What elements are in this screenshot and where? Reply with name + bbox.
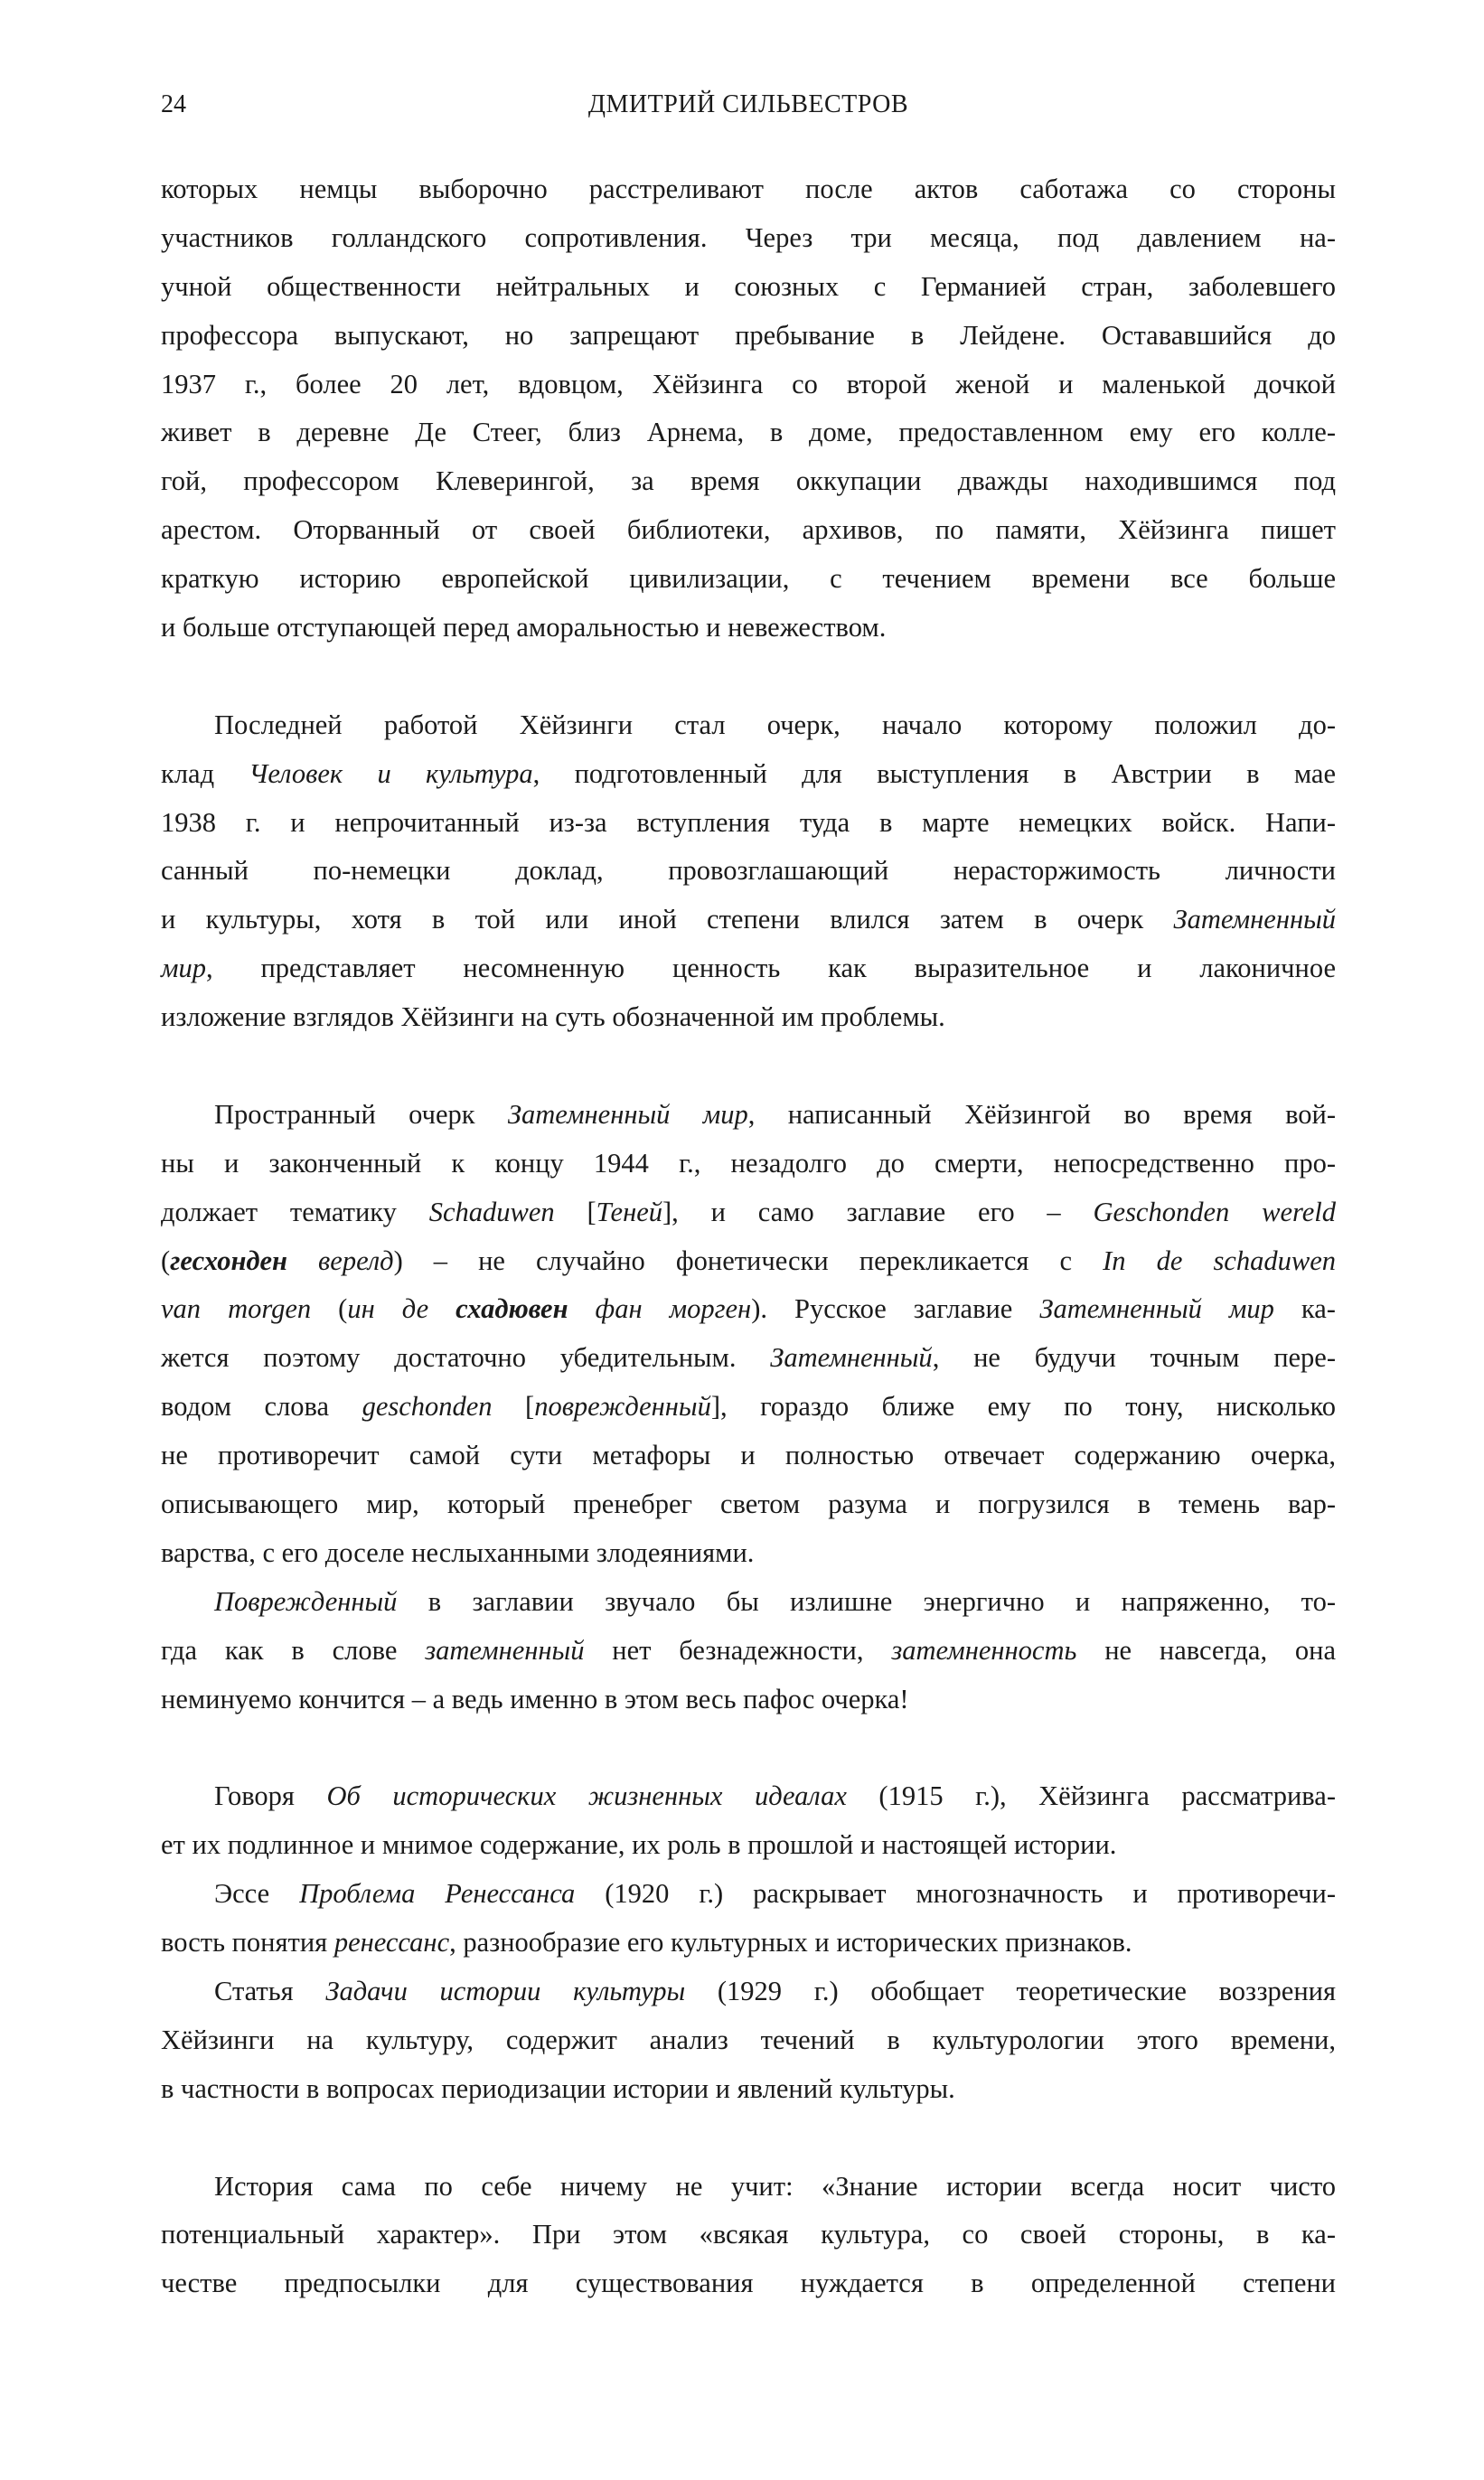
text-run: должает тематику xyxy=(161,1196,429,1227)
text-run: санный по-немецки доклад, провозглашающий нерасторжимость личности xyxy=(161,855,1336,887)
text-run: (1920 г.) раскрывает многозначность и противоречи- xyxy=(575,1878,1336,1910)
text-line xyxy=(161,1529,1336,1578)
italic-text: van morgen xyxy=(161,1293,312,1325)
text-line xyxy=(161,993,1336,1042)
italic-text: Человек и культура xyxy=(249,757,533,789)
text-run: , представляет несомненную ценность как выразительное и лаконичное xyxy=(205,953,1336,984)
text-line xyxy=(161,1334,1336,1383)
text-run: 1938 г. и непрочитанный из-за вступления туда в марте немецких войск. Напи- xyxy=(161,806,1336,838)
text-line xyxy=(161,312,1336,361)
paragraph xyxy=(161,1091,1336,1578)
text-run: потенциальный характер». При этом «всякая культура, со своей стороны, в ка- xyxy=(161,2219,1336,2250)
text-run: и больше отступающей перед аморальностью и невежеством. xyxy=(161,612,887,643)
text-run: (1929 г.) обобщает теоретические воззрения xyxy=(685,1975,1336,2006)
text-run: участников голландского сопротивления. Через три месяца, под давлением на- xyxy=(161,221,1336,253)
paragraph xyxy=(161,2163,1336,2309)
text-run: ( xyxy=(161,1245,171,1276)
text-run: Статья xyxy=(214,1975,326,2006)
page-number: 24 xyxy=(161,90,186,118)
text-line xyxy=(161,1432,1336,1480)
bold-italic-text: схадювен xyxy=(456,1293,568,1325)
text-run: ны и законченный к концу 1944 г., незадолго до смерти, непосредственно про- xyxy=(161,1147,1336,1179)
italic-text: поврежденный xyxy=(534,1391,711,1423)
text-line xyxy=(161,2016,1336,2065)
text-line xyxy=(161,1188,1336,1237)
text-run: арестом. Оторванный от своей библиотеки, архивов, по памяти, Хёйзинга пишет xyxy=(161,514,1336,546)
running-head xyxy=(161,87,1336,123)
paragraph xyxy=(161,1968,1336,2114)
text-run: водом слова xyxy=(161,1391,362,1423)
running-title: ДМИТРИЙ СИЛЬВЕСТРОВ xyxy=(587,90,909,118)
text-line xyxy=(161,1480,1336,1529)
text-line xyxy=(161,799,1336,848)
italic-text: Затемненный xyxy=(770,1342,933,1374)
text-run: профессора выпускают, но запрещают пребывание в Лейдене. Остававшийся до xyxy=(161,319,1336,351)
paragraph xyxy=(161,1578,1336,1724)
text-run: живет в деревне Де Стеег, близ Арнема, в доме, предоставленном ему его колле- xyxy=(161,417,1336,448)
text-run: ], и само заглавие его – xyxy=(662,1196,1094,1227)
paragraph xyxy=(161,165,1336,653)
text-line xyxy=(161,2211,1336,2259)
text-run: описывающего мир, который пренебрег светом разума и погрузился в темень вар- xyxy=(161,1489,1336,1520)
italic-text: Geschonden wereld xyxy=(1093,1196,1336,1227)
text-line xyxy=(161,457,1336,506)
text-run: ( xyxy=(311,1293,348,1325)
italic-text: ин де xyxy=(347,1293,456,1325)
text-run: ). Русское заглавие xyxy=(751,1293,1040,1325)
text-run: жется поэтому достаточно убедительным. xyxy=(161,1342,771,1374)
body-text xyxy=(161,165,1336,2308)
text-run: честве предпосылки для существования нуждается в определенной степени xyxy=(161,2268,1336,2299)
italic-text: Schaduwen xyxy=(428,1196,555,1227)
text-line xyxy=(161,944,1336,993)
text-run: клад xyxy=(161,757,249,789)
text-line xyxy=(161,750,1336,799)
text-line xyxy=(161,2259,1336,2308)
text-line xyxy=(161,604,1336,653)
text-run: не навсегда, она xyxy=(1076,1634,1336,1666)
text-run: варства, с его доселе неслыханными злодеяниями. xyxy=(161,1536,755,1568)
text-run: неминуемо кончится – а ведь именно в этом весь пафос очерка! xyxy=(161,1683,909,1714)
text-run: не противоречит самой сути метафоры и полностью отвечает содержанию очерка, xyxy=(161,1440,1336,1471)
text-line xyxy=(161,1919,1336,1968)
bold-italic-text: гесхонден xyxy=(170,1245,287,1276)
text-run: [ xyxy=(554,1196,596,1227)
italic-text: затемненность xyxy=(891,1634,1077,1666)
text-line xyxy=(161,1627,1336,1676)
text-line xyxy=(161,1578,1336,1627)
text-run: , написанный Хёйзингой во время вой- xyxy=(747,1098,1336,1130)
text-run: ка- xyxy=(1273,1293,1336,1325)
text-run: нет безнадежности, xyxy=(584,1634,892,1666)
text-run: , разнообразие его культурных и исторических признаков. xyxy=(449,1927,1132,1959)
text-line xyxy=(161,1237,1336,1286)
text-run: История сама по себе ничему не учит: «Знание истории всегда носит чисто xyxy=(214,2170,1336,2202)
italic-text: Задачи истории культуры xyxy=(325,1975,686,2006)
text-run: и культуры, хотя в той или иной степени влился затем в очерк xyxy=(161,904,1174,935)
text-line xyxy=(161,165,1336,214)
text-line xyxy=(161,701,1336,750)
text-line xyxy=(161,1676,1336,1724)
italic-text: фан морген xyxy=(568,1293,752,1325)
text-run: Последней работой Хёйзинги стал очерк, начало которому положил до- xyxy=(214,709,1336,740)
paragraph xyxy=(161,1870,1336,1968)
text-run: учной общественности нейтральных и союзных с Германией стран, заболевшего xyxy=(161,270,1336,302)
italic-text: Затемненный мир xyxy=(507,1098,748,1130)
text-line xyxy=(161,1091,1336,1140)
italic-text: ренессанс xyxy=(333,1927,450,1959)
text-run: ет их подлинное и мнимое содержание, их роль в прошлой и настоящей истории. xyxy=(161,1829,1117,1861)
text-run: ], гораздо ближе ему по тону, нисколько xyxy=(710,1391,1336,1423)
text-line xyxy=(161,2163,1336,2212)
text-run: гда как в слове xyxy=(161,1634,426,1666)
italic-text: geschonden xyxy=(362,1391,493,1423)
text-line xyxy=(161,214,1336,263)
italic-text: Затемненный xyxy=(1173,904,1336,935)
italic-text: In de schaduwen xyxy=(1103,1245,1336,1276)
text-run: вость понятия xyxy=(161,1927,334,1959)
text-line xyxy=(161,263,1336,312)
text-line xyxy=(161,1285,1336,1334)
text-line xyxy=(161,847,1336,896)
text-run: , подготовленный для выступления в Австрии в мае xyxy=(532,757,1337,789)
italic-text: затемненный xyxy=(425,1634,585,1666)
text-line xyxy=(161,1140,1336,1188)
text-run: Говоря xyxy=(214,1780,327,1812)
text-run: краткую историю европейской цивилизации, с течением времени все больше xyxy=(161,563,1336,595)
text-line xyxy=(161,555,1336,604)
text-line xyxy=(161,896,1336,944)
italic-text: Проблема Ренессанса xyxy=(299,1878,576,1910)
text-run: в частности в вопросах периодизации истории и явлений культуры. xyxy=(161,2072,955,2104)
text-run: в заглавии звучало бы излишне энергично и напряженно, то- xyxy=(397,1585,1336,1617)
text-run: Эссе xyxy=(214,1878,300,1910)
paragraph xyxy=(161,1772,1336,1870)
text-run: (1915 г.), Хёйзинга рассматрива- xyxy=(846,1780,1336,1812)
text-line xyxy=(161,361,1336,409)
italic-text: Теней xyxy=(596,1196,662,1227)
text-run: [ xyxy=(492,1391,535,1423)
text-line xyxy=(161,1772,1336,1821)
text-run: изложение взглядов Хёйзинги на суть обозначенной им проблемы. xyxy=(161,1001,945,1033)
text-run: гой, профессором Клеверингой, за время оккупации дважды находившимся под xyxy=(161,465,1336,497)
italic-text: Поврежденный xyxy=(214,1585,398,1617)
text-line xyxy=(161,1968,1336,2016)
paragraph xyxy=(161,701,1336,1042)
text-run: , не будучи точным пере- xyxy=(932,1342,1336,1374)
text-line xyxy=(161,1383,1336,1432)
text-line xyxy=(161,2065,1336,2114)
text-line xyxy=(161,409,1336,457)
text-run: Пространный очерк xyxy=(214,1098,508,1130)
italic-text: верелд xyxy=(286,1245,394,1276)
text-run: ) – не случайно фонетически перекликается с xyxy=(393,1245,1104,1276)
text-line xyxy=(161,506,1336,555)
text-line xyxy=(161,1870,1336,1919)
text-line xyxy=(161,1821,1336,1870)
italic-text: Затемненный мир xyxy=(1039,1293,1274,1325)
text-run: 1937 г., более 20 лет, вдовцом, Хёйзинга со второй женой и маленькой дочкой xyxy=(161,368,1336,399)
text-run: Хёйзинги на культуру, содержит анализ течений в культурологии этого времени, xyxy=(161,2024,1336,2055)
italic-text: мир xyxy=(161,953,206,984)
italic-text: Об исторических жизненных идеалах xyxy=(326,1780,847,1812)
text-run: которых немцы выборочно расстреливают после актов саботажа со стороны xyxy=(161,174,1336,204)
